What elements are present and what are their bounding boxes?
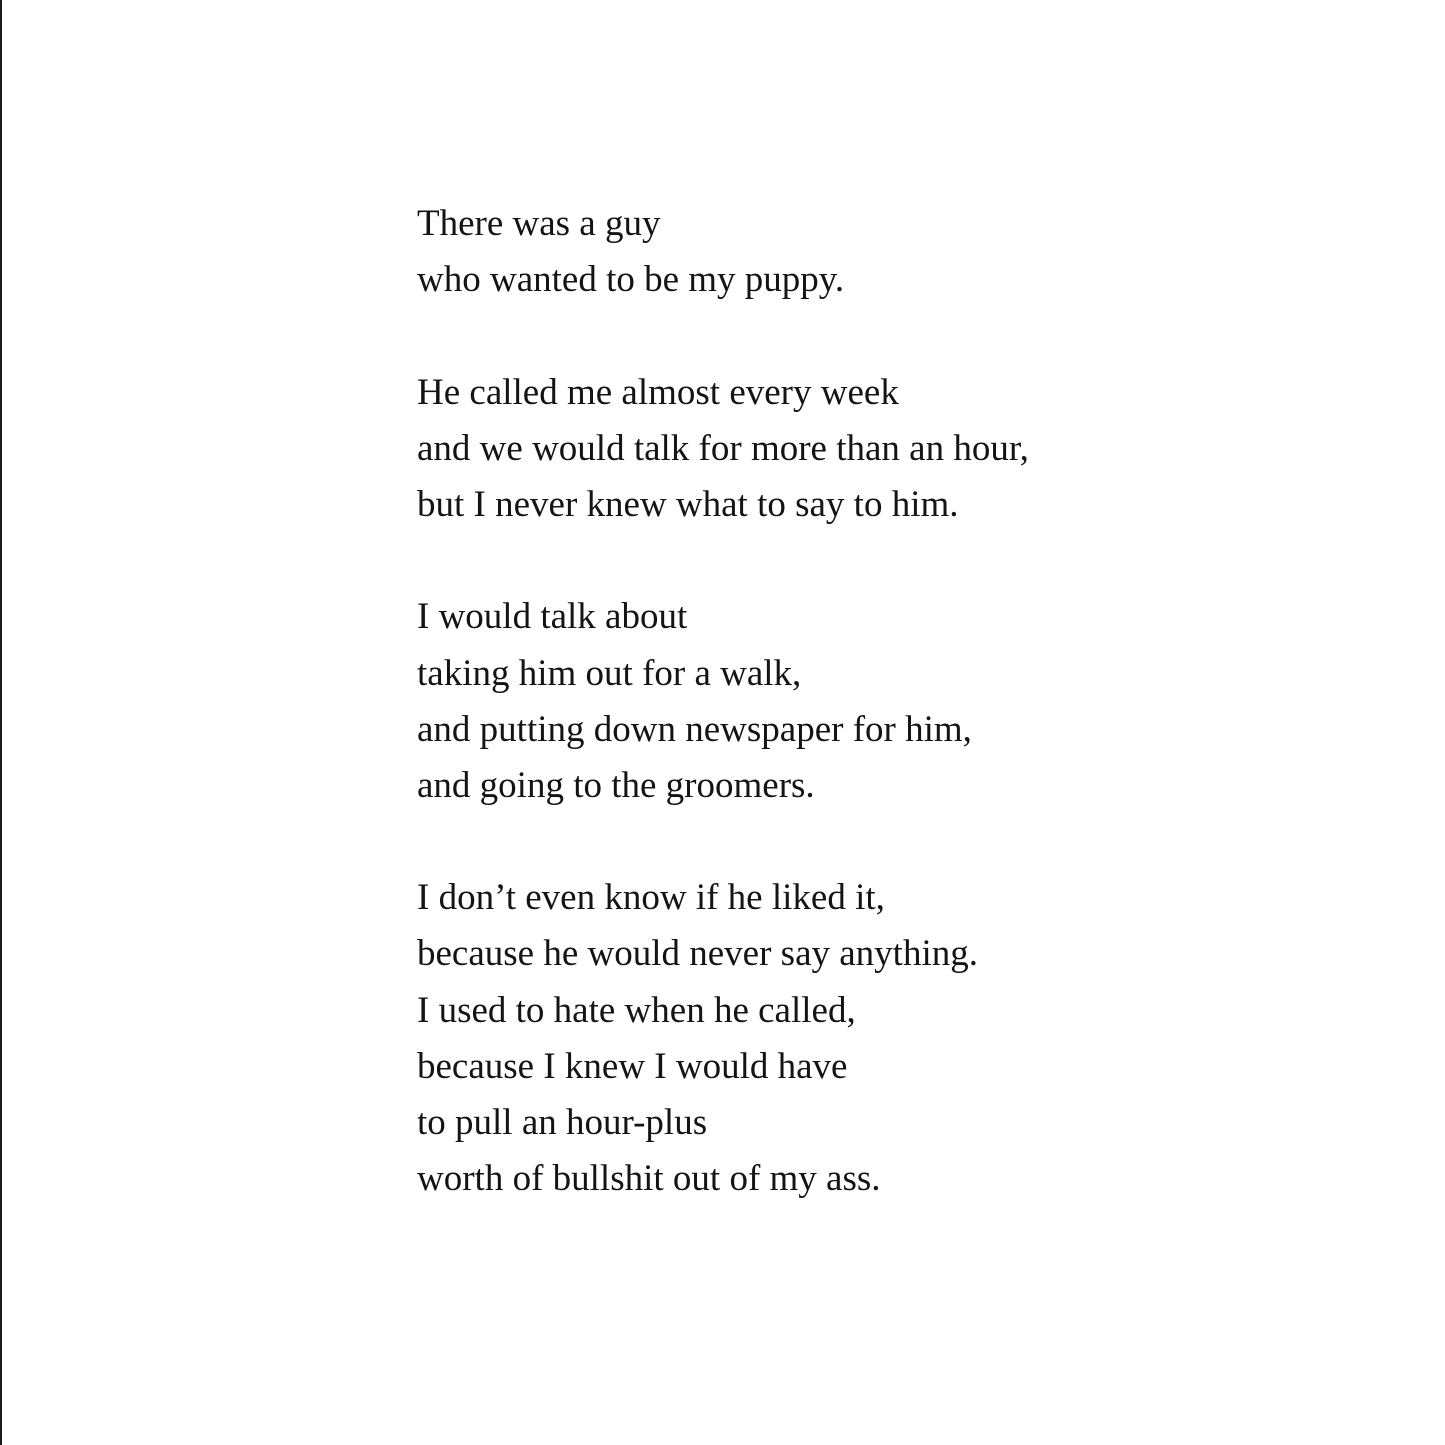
poem-line: and going to the groomers. bbox=[417, 764, 815, 806]
stanza-4 bbox=[417, 870, 1317, 1207]
poem-line: taking him out for a walk, bbox=[417, 652, 802, 694]
poem-line: He called me almost every week bbox=[417, 371, 899, 413]
poem-line: but I never knew what to say to him. bbox=[417, 483, 959, 525]
stanza-1 bbox=[417, 196, 1317, 308]
poem-line: and putting down newspaper for him, bbox=[417, 708, 972, 750]
stanza-3 bbox=[417, 589, 1317, 814]
poem-line: because he would never say anything. bbox=[417, 933, 978, 975]
poem-line: and we would talk for more than an hour, bbox=[417, 427, 1029, 469]
poem-line: because I knew I would have bbox=[417, 1045, 848, 1087]
poem-line: who wanted to be my puppy. bbox=[417, 259, 845, 301]
poem-line: to pull an hour-plus bbox=[417, 1102, 708, 1143]
poem-line: I used to hate when he called, bbox=[417, 989, 856, 1031]
stanza-2 bbox=[417, 365, 1317, 534]
poem-line: I don’t even know if he liked it, bbox=[417, 877, 885, 919]
poem-text bbox=[417, 196, 1317, 1207]
poem-line: worth of bullshit out of my ass. bbox=[417, 1158, 881, 1200]
poem-line: There was a guy bbox=[417, 203, 661, 244]
poem-line: I would talk about bbox=[417, 596, 688, 638]
